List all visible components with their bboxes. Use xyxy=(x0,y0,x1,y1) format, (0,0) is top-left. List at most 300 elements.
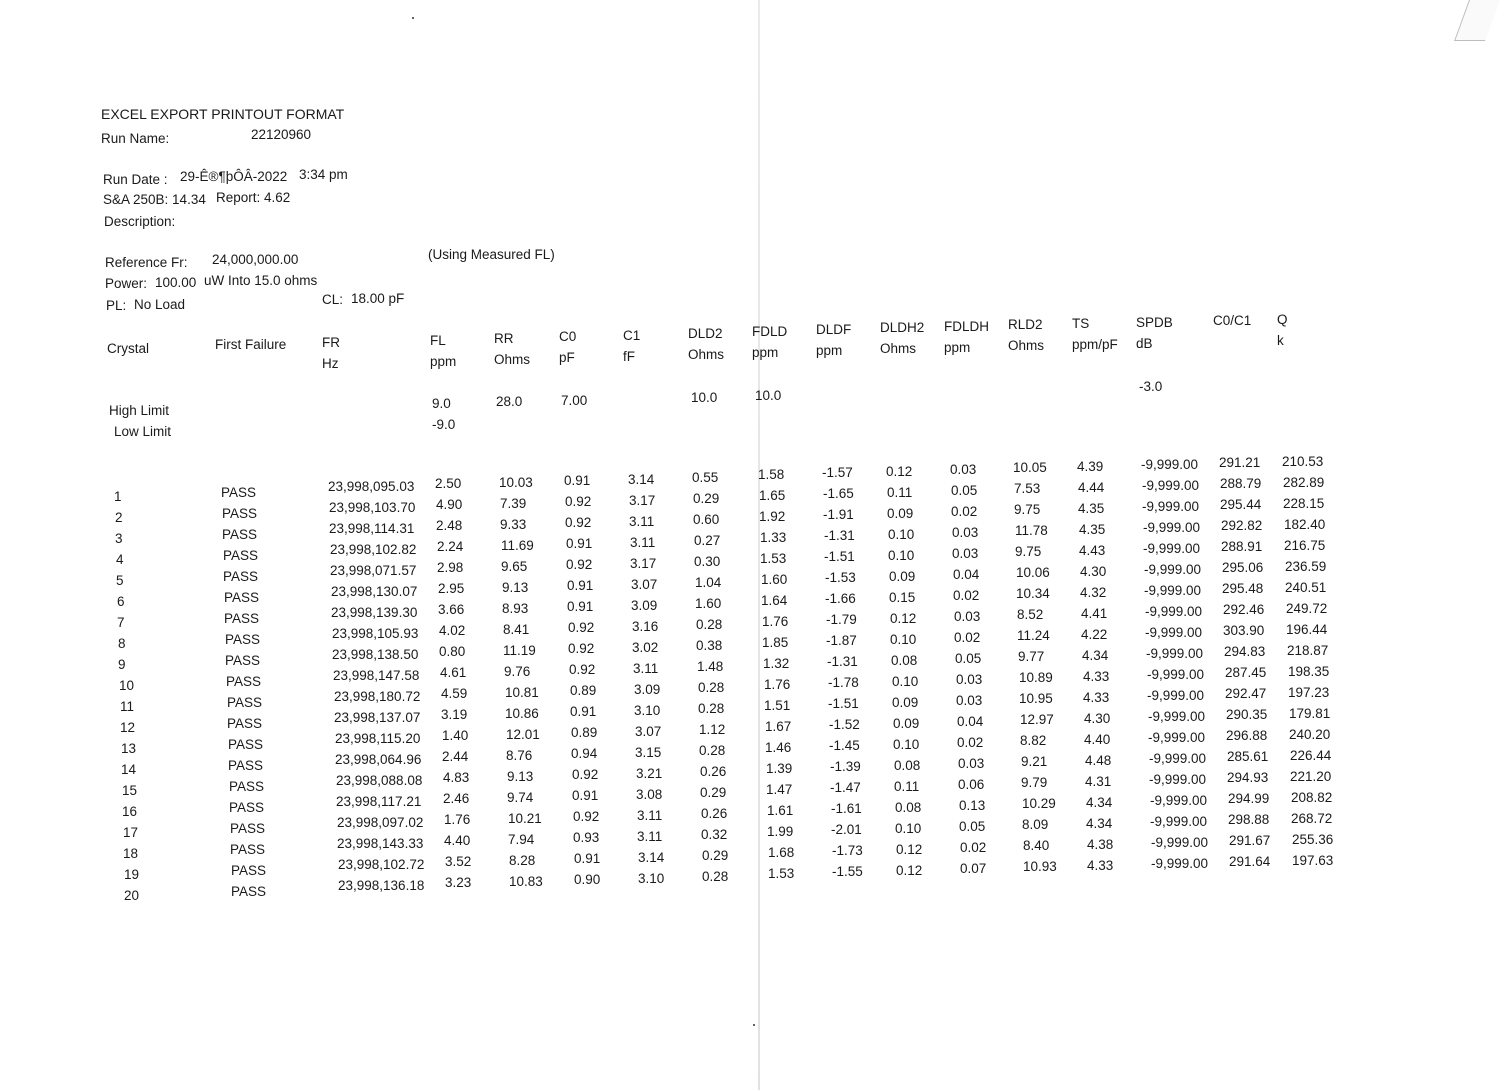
column-header-dld2: DLD2 xyxy=(688,326,723,341)
cell-c1: 3.10 xyxy=(634,703,661,718)
column-unit-dld2: Ohms xyxy=(688,347,725,362)
cell-dldh2: 0.10 xyxy=(895,821,922,836)
cell-rr: 9.74 xyxy=(507,790,534,805)
high-limit-label: High Limit xyxy=(109,403,170,418)
run-date-value: 29-Ê®¶þÔÂ-2022 xyxy=(180,169,288,184)
cell-crystal: 10 xyxy=(119,678,135,693)
cell-fr: 23,998,064.96 xyxy=(335,752,422,767)
cell-q: 208.82 xyxy=(1291,790,1333,805)
column-header-fl: FL xyxy=(430,333,446,348)
fdld-high-limit: 10.0 xyxy=(755,388,782,403)
cell-dldh2: 0.11 xyxy=(887,485,913,500)
page-fold-line xyxy=(758,0,760,1090)
cell-dld2: 0.27 xyxy=(694,533,721,548)
cell-fr: 23,998,137.07 xyxy=(334,710,421,725)
cell-c0: 0.94 xyxy=(571,746,598,761)
cell-q: 197.23 xyxy=(1288,685,1330,700)
cell-fdld: 1.46 xyxy=(765,740,792,755)
cell-fdldh: 0.05 xyxy=(951,483,978,498)
cell-crystal: 14 xyxy=(121,762,137,777)
cell-spdb: -9,999.00 xyxy=(1142,499,1200,514)
cell-dld2: 1.04 xyxy=(695,575,722,590)
cell-c0c1: 295.44 xyxy=(1220,497,1262,512)
cell-fdld: 1.85 xyxy=(762,635,789,650)
cell-c0c1: 291.21 xyxy=(1219,455,1261,470)
cell-dldh2: 0.12 xyxy=(890,611,917,626)
cell-fr: 23,998,071.57 xyxy=(330,563,417,578)
cell-rld2: 9.75 xyxy=(1015,544,1042,559)
cell-ts: 4.44 xyxy=(1078,480,1105,495)
cell-crystal: 8 xyxy=(118,636,126,651)
cell-dldf: -1.57 xyxy=(822,465,853,480)
cell-spdb: -9,999.00 xyxy=(1148,730,1206,745)
cell-spdb: -9,999.00 xyxy=(1148,709,1206,724)
cell-dld2: 0.55 xyxy=(692,470,719,485)
column-unit-fr: Hz xyxy=(322,356,339,371)
cell-dldf: -1.55 xyxy=(832,864,863,879)
cell-q: 249.72 xyxy=(1286,601,1328,616)
column-unit-rld2: Ohms xyxy=(1008,338,1045,353)
cell-ff: PASS xyxy=(222,506,258,521)
cell-fl: 1.76 xyxy=(444,812,471,827)
column-header-q: Q xyxy=(1277,312,1288,327)
cell-fl: 4.59 xyxy=(441,686,468,701)
cell-crystal: 19 xyxy=(124,867,140,882)
cell-ts: 4.33 xyxy=(1083,690,1110,705)
dld2-high-limit: 10.0 xyxy=(691,390,718,405)
cell-ts: 4.41 xyxy=(1081,606,1108,621)
fl-low-limit: -9.0 xyxy=(432,417,456,432)
cell-q: 255.36 xyxy=(1292,832,1334,847)
column-header-dldf: DLDF xyxy=(816,322,852,337)
cell-rld2: 10.06 xyxy=(1016,565,1050,580)
cell-fl: 2.48 xyxy=(436,518,463,533)
cell-fr: 23,998,143.33 xyxy=(337,836,424,851)
cell-c0: 0.92 xyxy=(573,809,600,824)
cell-fr: 23,998,117.21 xyxy=(336,794,422,809)
cell-q: 228.15 xyxy=(1283,496,1325,511)
cell-dld2: 0.29 xyxy=(702,848,729,863)
cell-c0c1: 288.91 xyxy=(1221,539,1263,554)
fl-high-limit: 9.0 xyxy=(432,396,451,411)
cell-q: 218.87 xyxy=(1287,643,1329,658)
cell-fr: 23,998,115.20 xyxy=(335,731,421,746)
spdb-limit: -3.0 xyxy=(1139,379,1163,394)
cell-crystal: 1 xyxy=(114,489,122,504)
cell-c0: 0.92 xyxy=(565,494,592,509)
cell-dldh2: 0.10 xyxy=(890,632,917,647)
cell-fdld: 1.92 xyxy=(759,509,786,524)
cell-crystal: 16 xyxy=(122,804,138,819)
cell-dldh2: 0.10 xyxy=(888,548,915,563)
cell-fdld: 1.39 xyxy=(766,761,793,776)
cell-fdld: 1.68 xyxy=(768,845,795,860)
column-header-rld2: RLD2 xyxy=(1008,317,1043,332)
cell-dldf: -1.65 xyxy=(823,486,854,501)
cell-c0c1: 290.35 xyxy=(1226,707,1268,722)
cell-fl: 2.95 xyxy=(438,581,465,596)
cell-fr: 23,998,102.82 xyxy=(330,542,417,557)
cell-fr: 23,998,136.18 xyxy=(338,878,425,893)
power-label: Power: xyxy=(105,276,148,291)
cell-fl: 3.19 xyxy=(441,707,468,722)
column-unit-fl: ppm xyxy=(430,354,457,369)
cell-fr: 23,998,139.30 xyxy=(331,605,418,620)
power-unit: uW Into 15.0 ohms xyxy=(204,273,318,288)
cell-fl: 3.66 xyxy=(438,602,465,617)
cell-ts: 4.30 xyxy=(1084,711,1111,726)
cell-fr: 23,998,105.93 xyxy=(332,626,419,641)
cell-dldh2: 0.09 xyxy=(887,506,914,521)
cell-q: 196.44 xyxy=(1286,622,1328,637)
pl-value: No Load xyxy=(134,297,186,312)
report-version: Report: 4.62 xyxy=(216,190,291,205)
cell-spdb: -9,999.00 xyxy=(1147,688,1205,703)
cell-c0: 0.92 xyxy=(569,662,596,677)
cell-crystal: 6 xyxy=(117,594,125,609)
pl-label: PL: xyxy=(106,298,127,313)
cell-dldh2: 0.09 xyxy=(889,569,916,584)
cell-ff: PASS xyxy=(224,590,260,605)
cell-c0c1: 291.64 xyxy=(1229,854,1271,869)
cell-c0c1: 295.06 xyxy=(1222,560,1264,575)
cell-dld2: 0.32 xyxy=(701,827,728,842)
cl-label: CL: xyxy=(322,292,344,307)
cell-ts: 4.43 xyxy=(1079,543,1106,558)
cell-c1: 3.17 xyxy=(630,556,657,571)
reference-fr-value: 24,000,000.00 xyxy=(212,252,299,267)
page-corner-fold xyxy=(1454,0,1500,41)
cell-c0c1: 295.48 xyxy=(1222,581,1264,596)
cell-c0: 0.92 xyxy=(572,767,599,782)
cell-c1: 3.09 xyxy=(634,682,661,697)
cell-c0: 0.92 xyxy=(565,515,592,530)
cell-spdb: -9,999.00 xyxy=(1143,520,1201,535)
cell-rr: 11.69 xyxy=(501,538,534,553)
cell-spdb: -9,999.00 xyxy=(1147,667,1205,682)
cell-dld2: 0.29 xyxy=(693,491,720,506)
cell-dld2: 0.38 xyxy=(696,638,723,653)
cell-dldh2: 0.12 xyxy=(896,863,923,878)
cell-rr: 10.21 xyxy=(508,811,542,826)
cell-dldh2: 0.08 xyxy=(894,758,921,773)
cell-q: 216.75 xyxy=(1284,538,1326,553)
cell-ff: PASS xyxy=(228,758,264,773)
cell-rld2: 8.52 xyxy=(1017,607,1044,622)
cell-spdb: -9,999.00 xyxy=(1151,835,1209,850)
cell-c0c1: 291.67 xyxy=(1229,833,1271,848)
cell-rld2: 9.77 xyxy=(1018,649,1045,664)
cell-c0c1: 292.47 xyxy=(1225,686,1267,701)
cell-fr: 23,998,114.31 xyxy=(329,521,415,536)
cell-fdldh: 0.03 xyxy=(956,693,983,708)
cell-rld2: 9.79 xyxy=(1021,775,1048,790)
column-header-dldh2: DLDH2 xyxy=(880,320,925,335)
run-date-label: Run Date : xyxy=(103,172,168,187)
cell-fdld: 1.99 xyxy=(767,824,794,839)
cell-fl: 2.46 xyxy=(443,791,470,806)
cell-spdb: -9,999.00 xyxy=(1143,541,1201,556)
cell-ff: PASS xyxy=(224,611,260,626)
cell-q: 240.51 xyxy=(1285,580,1327,595)
column-unit-c0: pF xyxy=(559,350,575,365)
cell-c0c1: 294.99 xyxy=(1228,791,1270,806)
cell-rr: 9.33 xyxy=(500,517,527,532)
cell-fdldh: 0.03 xyxy=(954,609,981,624)
cell-rr: 9.76 xyxy=(504,664,531,679)
cell-q: 226.44 xyxy=(1290,748,1332,763)
cell-c0c1: 296.88 xyxy=(1226,728,1268,743)
scan-speck xyxy=(753,1024,755,1026)
cell-c1: 3.17 xyxy=(629,493,656,508)
cell-dldf: -1.51 xyxy=(828,696,859,711)
cell-dldf: -1.52 xyxy=(829,717,860,732)
cell-c1: 3.11 xyxy=(629,514,655,529)
cell-rld2: 8.40 xyxy=(1023,838,1050,853)
cell-rr: 10.03 xyxy=(499,475,533,490)
cell-fdld: 1.53 xyxy=(760,551,787,566)
column-unit-spdb: dB xyxy=(1136,336,1153,351)
cell-fr: 23,998,088.08 xyxy=(336,773,423,788)
cell-ts: 4.31 xyxy=(1085,774,1112,789)
column-header-c0c1: C0/C1 xyxy=(1213,313,1252,328)
cell-dldf: -1.53 xyxy=(825,570,856,585)
cell-ts: 4.33 xyxy=(1087,858,1114,873)
cell-dldf: -1.39 xyxy=(830,759,861,774)
cell-dld2: 0.28 xyxy=(696,617,723,632)
cell-fdld: 1.33 xyxy=(760,530,787,545)
cell-fr: 23,998,130.07 xyxy=(331,584,418,599)
cell-fl: 2.98 xyxy=(437,560,464,575)
cell-crystal: 20 xyxy=(124,888,140,903)
cell-ff: PASS xyxy=(229,800,265,815)
cell-c1: 3.15 xyxy=(635,745,662,760)
cell-dldh2: 0.08 xyxy=(895,800,922,815)
cell-rr: 7.94 xyxy=(508,832,535,847)
cell-fdldh: 0.02 xyxy=(951,504,978,519)
cell-c1: 3.11 xyxy=(637,829,663,844)
cell-ts: 4.48 xyxy=(1085,753,1112,768)
cell-rld2: 9.21 xyxy=(1021,754,1048,769)
cell-c1: 3.09 xyxy=(631,598,658,613)
cell-dld2: 1.48 xyxy=(697,659,724,674)
cell-crystal: 13 xyxy=(121,741,137,756)
cell-c0: 0.92 xyxy=(568,641,595,656)
cell-c0: 0.91 xyxy=(567,599,594,614)
cell-c0: 0.91 xyxy=(572,788,599,803)
cell-rld2: 9.75 xyxy=(1014,502,1041,517)
cell-dld2: 0.28 xyxy=(702,869,729,884)
cell-c0: 0.91 xyxy=(566,536,593,551)
cell-rld2: 7.53 xyxy=(1014,481,1041,496)
cell-ts: 4.30 xyxy=(1080,564,1107,579)
cell-c1: 3.21 xyxy=(636,766,663,781)
cell-fdld: 1.51 xyxy=(764,698,791,713)
cell-ff: PASS xyxy=(229,779,265,794)
cell-c0c1: 294.83 xyxy=(1224,644,1266,659)
cell-dld2: 0.30 xyxy=(694,554,721,569)
column-unit-rr: Ohms xyxy=(494,352,531,367)
cell-c0: 0.91 xyxy=(564,473,591,488)
column-header-crystal: Crystal xyxy=(107,341,150,356)
cell-dldf: -1.51 xyxy=(824,549,855,564)
cell-dldh2: 0.11 xyxy=(894,779,920,794)
cell-c1: 3.07 xyxy=(635,724,662,739)
cell-spdb: -9,999.00 xyxy=(1146,646,1204,661)
cell-dldf: -2.01 xyxy=(831,822,862,837)
cell-fdld: 1.32 xyxy=(763,656,790,671)
cell-ff: PASS xyxy=(221,485,257,500)
cell-rld2: 10.34 xyxy=(1016,586,1050,601)
cell-fdldh: 0.06 xyxy=(958,777,985,792)
cell-ff: PASS xyxy=(223,548,259,563)
cell-fdldh: 0.02 xyxy=(953,588,980,603)
cell-rr: 9.13 xyxy=(502,580,529,595)
cell-spdb: -9,999.00 xyxy=(1141,457,1199,472)
cell-c0: 0.91 xyxy=(574,851,601,866)
cell-ff: PASS xyxy=(231,884,267,899)
cl-value: 18.00 pF xyxy=(351,291,405,306)
cell-ff: PASS xyxy=(228,737,264,752)
cell-c0: 0.91 xyxy=(567,578,594,593)
cell-c0: 0.91 xyxy=(570,704,597,719)
column-unit-dldf: ppm xyxy=(816,343,843,358)
cell-fdldh: 0.13 xyxy=(959,798,986,813)
column-unit-fdldh: ppm xyxy=(944,340,971,355)
cell-fr: 23,998,147.58 xyxy=(333,668,420,683)
cell-dldf: -1.73 xyxy=(832,843,863,858)
cell-rld2: 10.93 xyxy=(1023,859,1057,874)
cell-c1: 3.14 xyxy=(638,850,665,865)
cell-fr: 23,998,102.72 xyxy=(338,857,425,872)
cell-fl: 3.23 xyxy=(445,875,472,890)
cell-ff: PASS xyxy=(223,569,259,584)
cell-fdld: 1.58 xyxy=(758,467,785,482)
column-unit-ts: ppm/pF xyxy=(1072,337,1118,352)
cell-dldf: -1.45 xyxy=(829,738,860,753)
column-header-ts: TS xyxy=(1072,316,1090,331)
cell-rld2: 12.97 xyxy=(1020,712,1054,727)
cell-ff: PASS xyxy=(227,695,263,710)
column-header-spdb: SPDB xyxy=(1136,315,1173,330)
cell-q: 210.53 xyxy=(1282,454,1324,469)
cell-c1: 3.08 xyxy=(636,787,663,802)
cell-c0c1: 292.46 xyxy=(1223,602,1265,617)
cell-ff: PASS xyxy=(230,842,266,857)
cell-c0c1: 294.93 xyxy=(1227,770,1269,785)
cell-spdb: -9,999.00 xyxy=(1145,625,1203,640)
cell-c1: 3.11 xyxy=(637,808,663,823)
column-header-c0: C0 xyxy=(559,329,577,344)
cell-rr: 7.39 xyxy=(500,496,527,511)
column-unit-c1: fF xyxy=(623,349,635,364)
cell-spdb: -9,999.00 xyxy=(1151,856,1209,871)
cell-rr: 12.01 xyxy=(506,727,540,742)
cell-fdld: 1.76 xyxy=(764,677,791,692)
cell-spdb: -9,999.00 xyxy=(1142,478,1200,493)
cell-rr: 10.86 xyxy=(505,706,539,721)
cell-rr: 9.13 xyxy=(507,769,534,784)
cell-ts: 4.34 xyxy=(1086,816,1113,831)
cell-dld2: 1.60 xyxy=(695,596,722,611)
cell-fdldh: 0.02 xyxy=(960,840,987,855)
cell-crystal: 4 xyxy=(116,552,124,567)
cell-dldf: -1.61 xyxy=(831,801,862,816)
using-measured-fl-note: (Using Measured FL) xyxy=(428,247,555,262)
cell-fl: 4.61 xyxy=(440,665,467,680)
cell-fdldh: 0.05 xyxy=(959,819,986,834)
cell-ts: 4.40 xyxy=(1084,732,1111,747)
cell-fdld: 1.67 xyxy=(765,719,792,734)
cell-fdldh: 0.03 xyxy=(956,672,983,687)
cell-crystal: 3 xyxy=(115,531,123,546)
cell-crystal: 11 xyxy=(120,699,135,714)
cell-fl: 4.83 xyxy=(443,770,470,785)
cell-c1: 3.14 xyxy=(628,472,655,487)
c0-high-limit: 7.00 xyxy=(561,393,588,408)
cell-rld2: 11.78 xyxy=(1015,523,1048,538)
cell-c0c1: 292.82 xyxy=(1221,518,1263,533)
cell-fdldh: 0.02 xyxy=(954,630,981,645)
cell-c1: 3.16 xyxy=(632,619,659,634)
cell-dld2: 0.28 xyxy=(699,743,726,758)
power-value: 100.00 xyxy=(155,275,197,290)
cell-ts: 4.33 xyxy=(1083,669,1110,684)
report-title: EXCEL EXPORT PRINTOUT FORMAT xyxy=(101,106,345,122)
column-header-ff: First Failure xyxy=(215,337,287,352)
column-unit-fdld: ppm xyxy=(752,345,779,360)
run-time-value: 3:34 pm xyxy=(299,167,348,182)
low-limit-label: Low Limit xyxy=(114,424,172,439)
cell-dld2: 1.12 xyxy=(699,722,726,737)
column-header-fdld: FDLD xyxy=(752,324,788,339)
cell-spdb: -9,999.00 xyxy=(1144,583,1202,598)
cell-fl: 2.50 xyxy=(435,476,462,491)
cell-fl: 1.40 xyxy=(442,728,469,743)
scan-speck xyxy=(412,17,414,19)
cell-fdldh: 0.03 xyxy=(952,546,979,561)
cell-ff: PASS xyxy=(225,653,261,668)
cell-dldf: -1.31 xyxy=(827,654,858,669)
cell-ff: PASS xyxy=(231,863,267,878)
cell-dldf: -1.66 xyxy=(825,591,856,606)
cell-ts: 4.38 xyxy=(1087,837,1114,852)
cell-dldf: -1.91 xyxy=(823,507,854,522)
cell-fdldh: 0.03 xyxy=(950,462,977,477)
cell-ts: 4.22 xyxy=(1081,627,1108,642)
cell-rld2: 10.89 xyxy=(1019,670,1053,685)
cell-dldh2: 0.15 xyxy=(889,590,916,605)
cell-c1: 3.11 xyxy=(633,661,659,676)
rr-high-limit: 28.0 xyxy=(496,394,523,409)
cell-fl: 4.40 xyxy=(444,833,471,848)
cell-q: 198.35 xyxy=(1288,664,1330,679)
cell-dld2: 0.26 xyxy=(700,764,727,779)
cell-fdldh: 0.05 xyxy=(955,651,982,666)
cell-c0: 0.90 xyxy=(574,872,601,887)
cell-c0: 0.89 xyxy=(571,725,598,740)
cell-crystal: 9 xyxy=(118,657,126,672)
cell-ff: PASS xyxy=(230,821,266,836)
cell-c1: 3.10 xyxy=(638,871,665,886)
cell-dldh2: 0.09 xyxy=(892,695,919,710)
cell-q: 240.20 xyxy=(1289,727,1331,742)
cell-spdb: -9,999.00 xyxy=(1144,562,1202,577)
cell-dldh2: 0.08 xyxy=(891,653,918,668)
cell-spdb: -9,999.00 xyxy=(1149,751,1207,766)
cell-c0: 0.93 xyxy=(573,830,600,845)
cell-fr: 23,998,103.70 xyxy=(329,500,416,515)
